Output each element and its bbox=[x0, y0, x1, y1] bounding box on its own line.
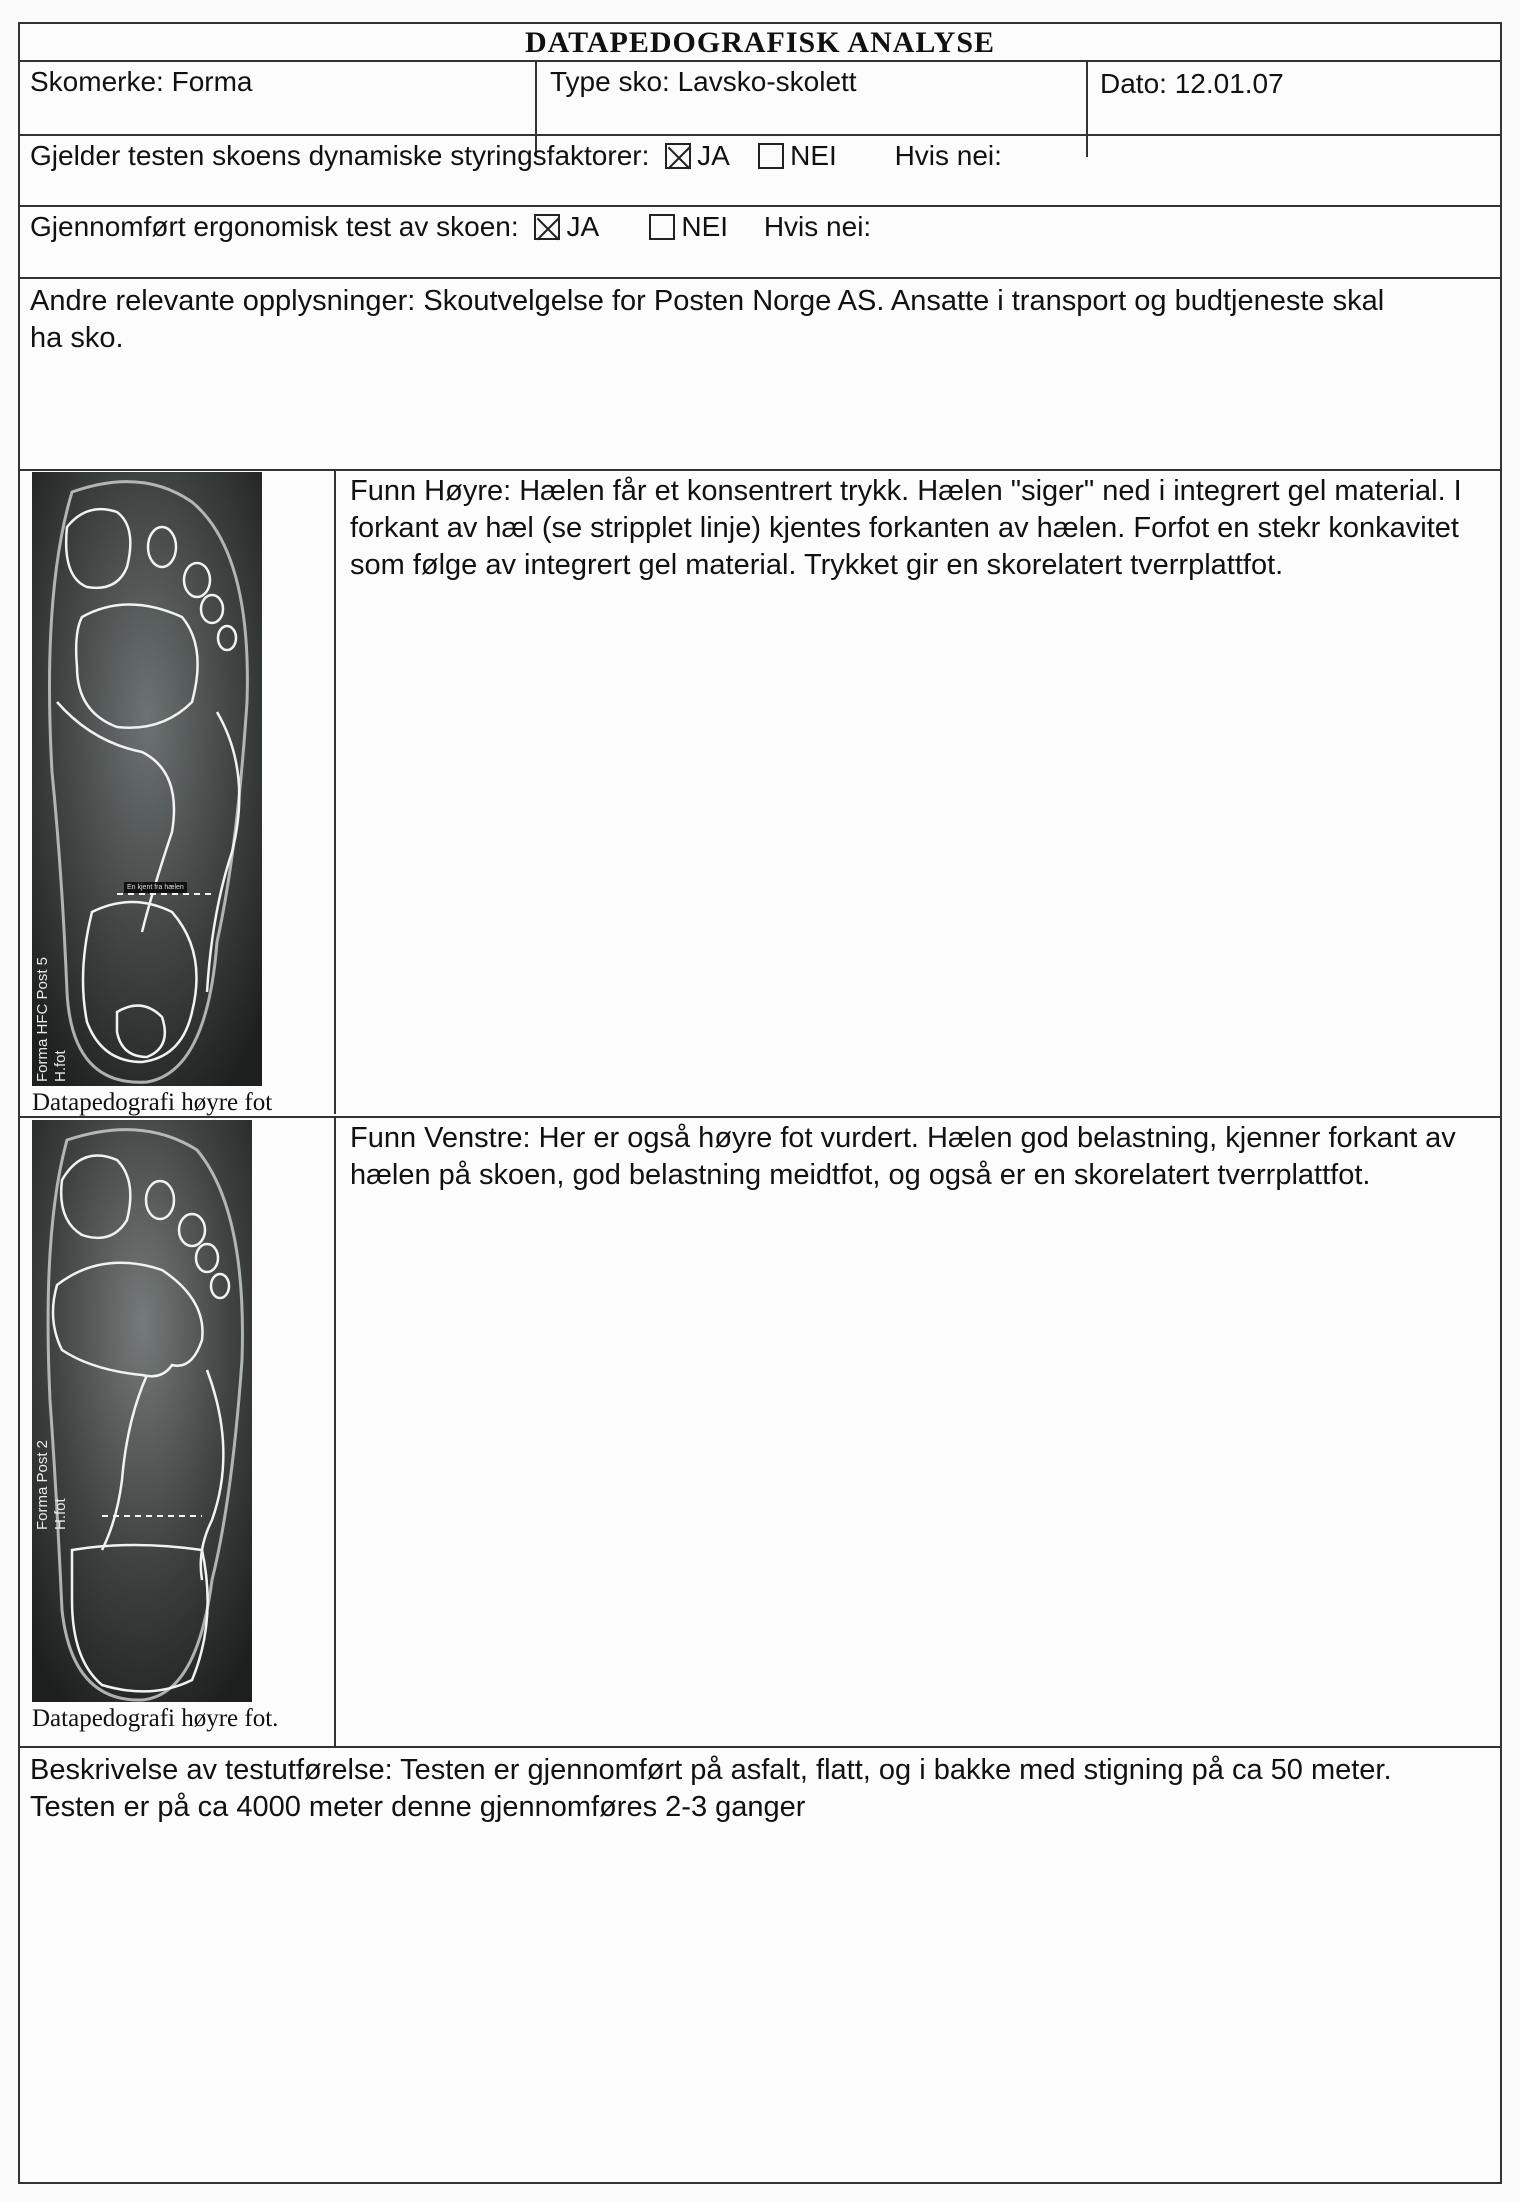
skomerke-text: Skomerke: Forma bbox=[30, 66, 253, 97]
scan-label-right-2: H.fot bbox=[52, 1050, 69, 1082]
funn-venstre-text bbox=[350, 1120, 1490, 1194]
ergonomisk-row bbox=[30, 208, 1490, 272]
ergonomisk-hvis-nei: Hvis nei: bbox=[763, 211, 872, 242]
foot-outline-right bbox=[32, 472, 262, 1086]
ergonomisk-ja-checkbox[interactable] bbox=[534, 214, 560, 240]
andre-text: Andre relevante opplysninger: Skoutvelgelse for Posten Norge AS. Ansatte i transport og budtjeneste skal ha sko. bbox=[30, 285, 1385, 354]
heel-front-tag: En kjent fra hælen bbox=[124, 882, 187, 893]
funn-hoyre-text bbox=[350, 473, 1490, 584]
type-sko-text: Type sko: Lavsko-skolett bbox=[550, 66, 857, 97]
foot-scan-left bbox=[32, 1120, 252, 1702]
dato-field bbox=[1100, 66, 1490, 116]
funn-venstre-divider bbox=[334, 1116, 336, 1746]
beskrivelse-section bbox=[30, 1752, 1480, 1826]
funn-hoyre-divider bbox=[334, 469, 336, 1114]
form-title: DATAPEDOGRAFISK ANALYSE bbox=[20, 24, 1500, 62]
styring-row bbox=[30, 136, 1490, 200]
funn-hoyre-bottom-line bbox=[20, 1116, 1500, 1118]
scan-label-left-2: H.fot bbox=[52, 1498, 69, 1530]
caption-right: Datapedografi høyre fot bbox=[32, 1089, 273, 1116]
funn-venstre-body: Funn Venstre: Her er også høyre fot vurdert. Hælen god belastning, kjenner forkant av hælen på skoen, god belastning meidtfot, og også er en skorelatert tverrplattfot. bbox=[350, 1122, 1456, 1191]
scan-label-right-1: Forma HFC Post 5 bbox=[34, 956, 51, 1082]
ergonomisk-question: Gjennomført ergonomisk test av skoen: bbox=[30, 211, 519, 242]
beskrivelse-text: Beskrivelse av testutførelse: Testen er gjennomført på asfalt, flatt, og i bakke med stigning på ca 50 meter. Testen er på ca 4000 meter denne gjennomføres 2-3 ganger bbox=[30, 1754, 1392, 1823]
scan-label-left-1: Forma Post 2 bbox=[34, 1439, 51, 1530]
type-sko-field bbox=[550, 64, 1090, 114]
foot-outline-left bbox=[32, 1120, 252, 1702]
styring-ja-checkbox[interactable] bbox=[665, 143, 691, 169]
andre-opplysninger bbox=[30, 283, 1410, 463]
caption-left: Datapedografi høyre fot. bbox=[32, 1705, 279, 1732]
styring-bottom-line bbox=[20, 205, 1500, 207]
andre-bottom-line bbox=[20, 469, 1500, 471]
ergonomisk-bottom-line bbox=[20, 277, 1500, 279]
ergonomisk-nei-label: NEI bbox=[681, 211, 729, 242]
foot-scan-right bbox=[32, 472, 262, 1086]
styring-nei-checkbox[interactable] bbox=[758, 143, 784, 169]
styring-question: Gjelder testen skoens dynamiske styringsfaktorer: bbox=[30, 140, 650, 171]
ergonomisk-ja-label: JA bbox=[566, 211, 598, 242]
styring-hvis-nei: Hvis nei: bbox=[894, 140, 1002, 171]
skomerke-field bbox=[30, 64, 530, 114]
dato-text: Dato: 12.01.07 bbox=[1100, 68, 1284, 99]
styring-nei-label: NEI bbox=[790, 140, 837, 171]
ergonomisk-nei-checkbox[interactable] bbox=[649, 214, 675, 240]
funn-hoyre-body: Funn Høyre: Hælen får et konsentrert trykk. Hælen "siger" ned i integrert gel material. I forkant av hæl (se stripplet linje) kjentes forkanten av hælen. Forfot en stekr konkavitet som følge av integrert gel material. Trykket gir en skorelatert tverrplattfot. bbox=[350, 475, 1462, 581]
analysis-form bbox=[18, 22, 1502, 2184]
funn-venstre-bottom-line bbox=[20, 1746, 1500, 1748]
styring-ja-label: JA bbox=[697, 140, 729, 171]
